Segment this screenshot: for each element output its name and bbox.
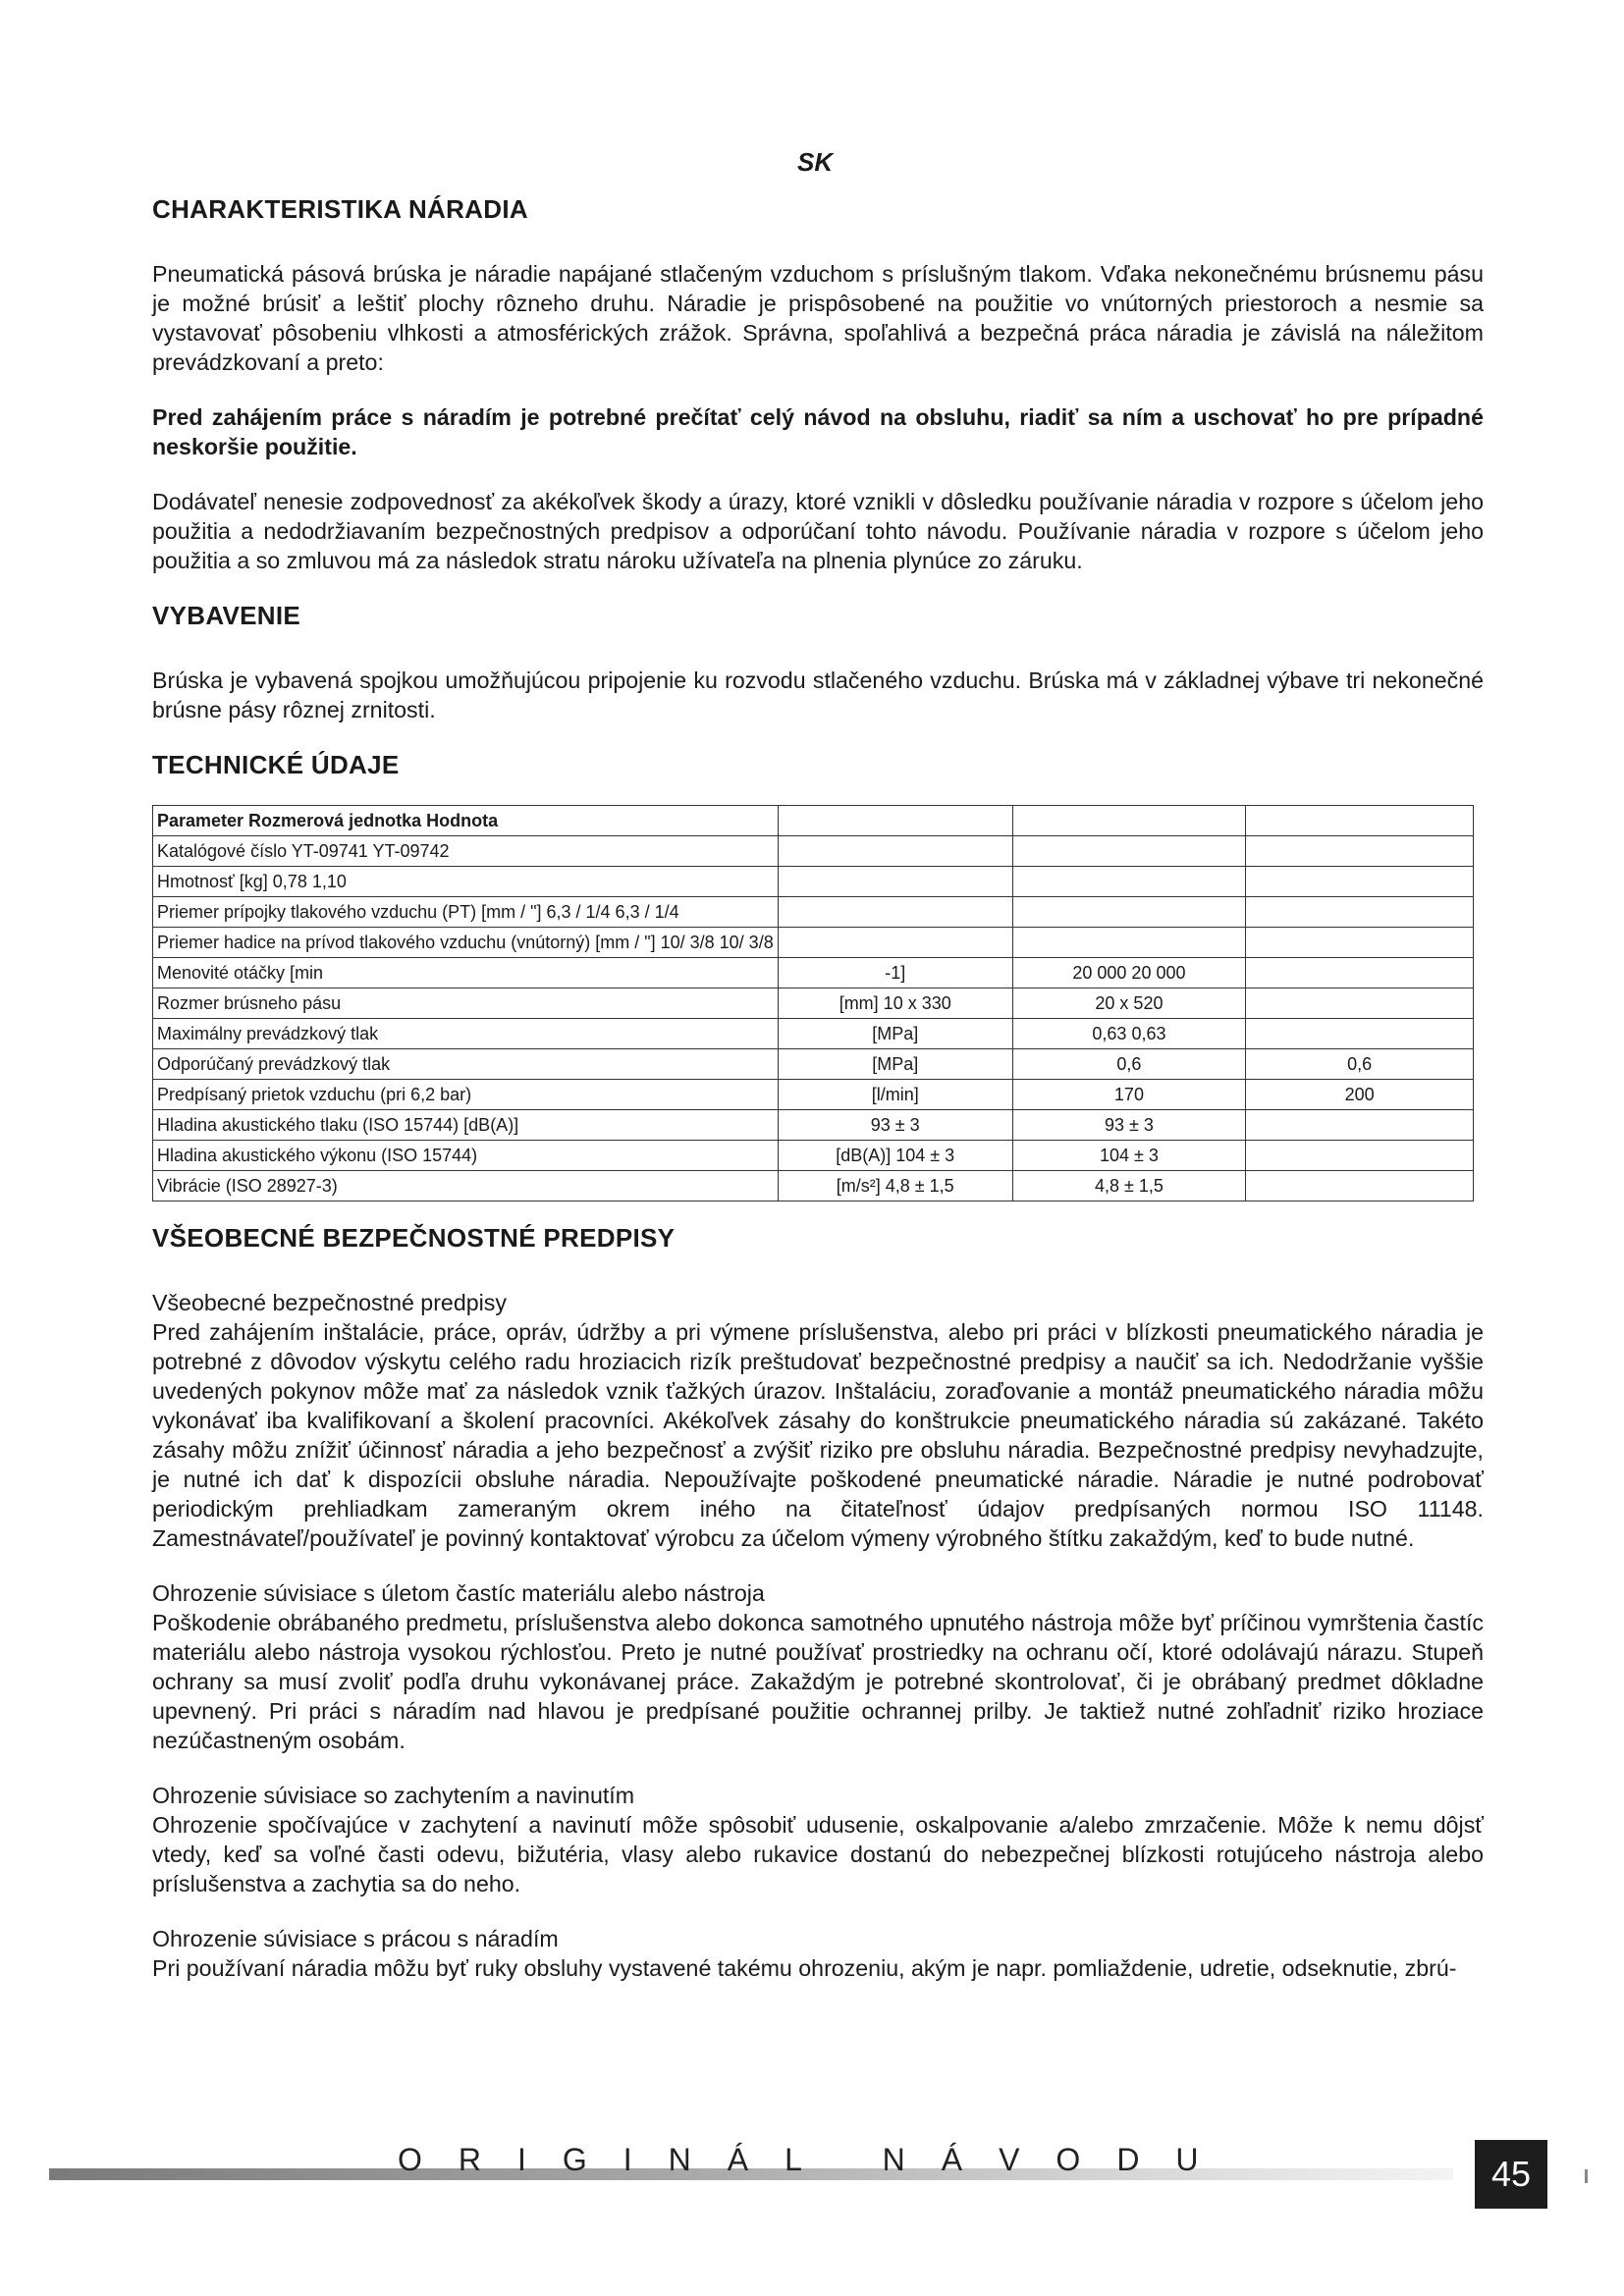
specs-table bbox=[152, 805, 1474, 1201]
table-cell bbox=[1246, 928, 1474, 958]
table-row bbox=[153, 1110, 1474, 1141]
table-cell: 20 x 520 bbox=[1012, 988, 1245, 1019]
table-cell: [MPa] bbox=[778, 1049, 1012, 1080]
heading-safety: VŠEOBECNÉ BEZPEČNOSTNÉ PREDPISY bbox=[152, 1223, 676, 1253]
table-cell bbox=[1012, 867, 1245, 897]
safety-block-title: Všeobecné bezpečnostné predpisy bbox=[152, 1290, 507, 1315]
table-cell bbox=[778, 836, 1012, 867]
table-cell bbox=[1012, 897, 1245, 928]
table-cell: 0,6 bbox=[1012, 1049, 1245, 1080]
footer-label: ORIGINÁL NÁVODU bbox=[398, 2142, 1235, 2177]
language-tag: SK bbox=[797, 147, 834, 177]
table-row bbox=[153, 867, 1474, 897]
heading-technical: TECHNICKÉ ÚDAJE bbox=[152, 750, 400, 779]
table-cell: 93 ± 3 bbox=[778, 1110, 1012, 1141]
table-row bbox=[153, 1049, 1474, 1080]
table-cell bbox=[778, 897, 1012, 928]
table-cell bbox=[1246, 867, 1474, 897]
safety-block-text: Pred zahájením inštalácie, práce, opráv, údržby a pri výmene príslušenstva, alebo pri práci v blízkosti pneumatického náradia je potrebné z dôvodov výskytu celého radu hroziacich rizík preštudovať bezpečnostné predpisy a naučiť sa ich. Nedodržanie vyššie uvedených pokynov môže mať za následok vznik ťažkých úrazov. Inštaláciu, zoraďovanie a montáž pneumatického náradia môžu vykonávať iba kvalifikovaní a školení pracovníci. Akékoľvek zásahy do konštrukcie pneumatického náradia sú zakázané. Takéto zásahy môžu znížiť účinnosť náradia a jeho bezpečnosť a zvýšiť riziko pre obsluhu náradia. Bezpečnostné predpisy nevyhadzujte, je nutné ich dať k dispozícii obsluhe náradia. Nepoužívajte poškodené pneumatické náradie. Náradie je nutné podrobovať periodickým prehliadkam zameraným okrem iného na čitateľnosť údajov predpísaných normou ISO 11148. Zamestnávateľ/používateľ je povinný kontaktovať výrobcu za účelom výmeny výrobného štítku zakaždým, keď to bude nutné. bbox=[152, 1319, 1484, 1551]
table-cell bbox=[1246, 1110, 1474, 1141]
safety-block-operation bbox=[152, 1924, 1484, 1983]
table-row bbox=[153, 1019, 1474, 1049]
table-cell: 200 bbox=[1246, 1080, 1474, 1110]
heading-characteristics: CHARAKTERISTIKA NÁRADIA bbox=[152, 194, 528, 224]
table-cell: [mm] 10 x 330 bbox=[778, 988, 1012, 1019]
table-row bbox=[153, 958, 1474, 988]
section-equipment bbox=[152, 601, 1484, 724]
table-cell: [l/min] bbox=[778, 1080, 1012, 1110]
table-cell: [dB(A)] 104 ± 3 bbox=[778, 1141, 1012, 1171]
table-cell: 20 000 20 000 bbox=[1012, 958, 1245, 988]
safety-block-title: Ohrozenie súvisiace s prácou s náradím bbox=[152, 1926, 559, 1951]
table-row bbox=[153, 928, 1474, 958]
table-cell: Menovité otáčky [min bbox=[153, 958, 779, 988]
table-cell: 0,63 0,63 bbox=[1012, 1019, 1245, 1049]
table-cell bbox=[1246, 988, 1474, 1019]
table-row bbox=[153, 988, 1474, 1019]
paragraph: Pneumatická pásová brúska je náradie napájané stlačeným vzduchom s príslušným tlakom. Vďaka nekonečnému brúsnemu pásu je možné brúsiť a leštiť plochy rôzneho druhu. Náradie je prispôsobené na použitie vo vnútorných priestoroch a nesmie sa vystavovať pôsobeniu vlhkosti a atmosférických zrážok. Správna, spoľahlivá a bezpečná práca náradia je závislá na náležitom prevádzkovaní a preto: bbox=[152, 261, 1484, 375]
table-cell bbox=[1012, 806, 1245, 836]
table-cell bbox=[1246, 1171, 1474, 1201]
table-cell: Priemer prípojky tlakového vzduchu (PT) [mm / "] 6,3 / 1/4 6,3 / 1/4 bbox=[153, 897, 779, 928]
table-row bbox=[153, 836, 1474, 867]
safety-block-title: Ohrozenie súvisiace so zachytením a navinutím bbox=[152, 1783, 635, 1808]
page-number: 45 bbox=[1475, 2140, 1547, 2209]
table-cell bbox=[1246, 806, 1474, 836]
table-cell: 4,8 ± 1,5 bbox=[1012, 1171, 1245, 1201]
heading-equipment: VYBAVENIE bbox=[152, 601, 301, 630]
table-cell bbox=[1012, 836, 1245, 867]
table-cell: [MPa] bbox=[778, 1019, 1012, 1049]
table-cell: Predpísaný prietok vzduchu (pri 6,2 bar) bbox=[153, 1080, 779, 1110]
table-cell: 104 ± 3 bbox=[1012, 1141, 1245, 1171]
table-cell bbox=[1246, 1141, 1474, 1171]
safety-block-text: Pri používaní náradia môžu byť ruky obsluhy vystavené takému ohrozeniu, akým je napr. pomliaždenie, udretie, odseknutie, zbrú- bbox=[152, 1955, 1457, 1981]
safety-block-general bbox=[152, 1288, 1484, 1553]
table-cell: Maximálny prevádzkový tlak bbox=[153, 1019, 779, 1049]
safety-block-text: Poškodenie obrábaného predmetu, príslušenstva alebo dokonca samotného upnutého nástroja môže byť príčinou vymrštenia častíc materiálu alebo nástroja vysokou rýchlosťou. Preto je nutné používať prostriedky na ochranu očí, ktoré odolávajú nárazu. Stupeň ochrany sa musí zvoliť podľa druhu vykonávanej práce. Zakaždým je potrebné skontrolovať, či je obrábaný predmet dôkladne upevnený. Pri práci s náradím nad hlavou je predpísané použitie ochrannej prilby. Je taktiež nutné zohľadniť riziko hroziace nezúčastneným osobám. bbox=[152, 1610, 1484, 1753]
section-characteristics bbox=[152, 194, 1484, 575]
table-cell: Priemer hadice na prívod tlakového vzduchu (vnútorný) [mm / "] 10/ 3/8 10/ 3/8 bbox=[153, 928, 779, 958]
table-cell: [m/s²] 4,8 ± 1,5 bbox=[778, 1171, 1012, 1201]
table-cell: 0,6 bbox=[1246, 1049, 1474, 1080]
safety-block-entanglement bbox=[152, 1781, 1484, 1898]
table-cell: -1] bbox=[778, 958, 1012, 988]
document-body bbox=[152, 194, 1484, 2008]
table-row bbox=[153, 1080, 1474, 1110]
section-technical bbox=[152, 750, 1484, 1201]
edge-mark bbox=[1585, 2169, 1588, 2183]
table-cell bbox=[1246, 897, 1474, 928]
table-cell: Katalógové číslo YT-09741 YT-09742 bbox=[153, 836, 779, 867]
paragraph: Brúska je vybavená spojkou umožňujúcou pripojenie ku rozvodu stlačeného vzduchu. Brúska má v základnej výbave tri nekonečné brúsne pásy rôznej zrnitosti. bbox=[152, 667, 1484, 722]
table-cell: Hmotnosť [kg] 0,78 1,10 bbox=[153, 867, 779, 897]
table-cell: 170 bbox=[1012, 1080, 1245, 1110]
paragraph: Dodávateľ nenesie zodpovednosť za akékoľvek škody a úrazy, ktoré vznikli v dôsledku používanie náradia v rozpore s účelom jeho použitia a nedodržiavaním bezpečnostných predpisov a odporúčaní tohto návodu. Používanie náradia v rozpore s účelom jeho použitia a so zmluvou má za následok stratu nároku užívateľa na plnenia plynúce zo záruku. bbox=[152, 489, 1484, 573]
table-cell bbox=[1012, 928, 1245, 958]
table-cell bbox=[1246, 958, 1474, 988]
table-cell bbox=[1246, 836, 1474, 867]
table-cell bbox=[778, 867, 1012, 897]
table-row bbox=[153, 1171, 1474, 1201]
table-row bbox=[153, 806, 1474, 836]
table-cell bbox=[778, 928, 1012, 958]
table-cell: Rozmer brúsneho pásu bbox=[153, 988, 779, 1019]
table-cell: Parameter Rozmerová jednotka Hodnota bbox=[153, 806, 779, 836]
safety-block-title: Ohrozenie súvisiace s úletom častíc materiálu alebo nástroja bbox=[152, 1580, 765, 1606]
section-safety bbox=[152, 1223, 1484, 1983]
table-cell: Odporúčaný prevádzkový tlak bbox=[153, 1049, 779, 1080]
table-row bbox=[153, 897, 1474, 928]
table-cell bbox=[1246, 1019, 1474, 1049]
table-cell: Hladina akustického tlaku (ISO 15744) [dB(A)] bbox=[153, 1110, 779, 1141]
table-row bbox=[153, 1141, 1474, 1171]
table-cell: Hladina akustického výkonu (ISO 15744) bbox=[153, 1141, 779, 1171]
safety-block-projectiles bbox=[152, 1578, 1484, 1755]
table-cell bbox=[778, 806, 1012, 836]
warning-paragraph: Pred zahájením práce s náradím je potrebné prečítať celý návod na obsluhu, riadiť sa ním a uschovať ho pre prípadné neskoršie použitie. bbox=[152, 404, 1484, 459]
table-cell: Vibrácie (ISO 28927-3) bbox=[153, 1171, 779, 1201]
table-cell: 93 ± 3 bbox=[1012, 1110, 1245, 1141]
safety-block-text: Ohrozenie spočívajúce v zachytení a navinutí môže spôsobiť udusenie, oskalpovanie a/alebo zmrzačenie. Môže k nemu dôjsť vtedy, keď sa voľné časti odevu, bižutéria, vlasy alebo rukavice dostanú do nebezpečnej blízkosti rotujúceho nástroja alebo príslušenstva a zachytia sa do neho. bbox=[152, 1812, 1484, 1896]
